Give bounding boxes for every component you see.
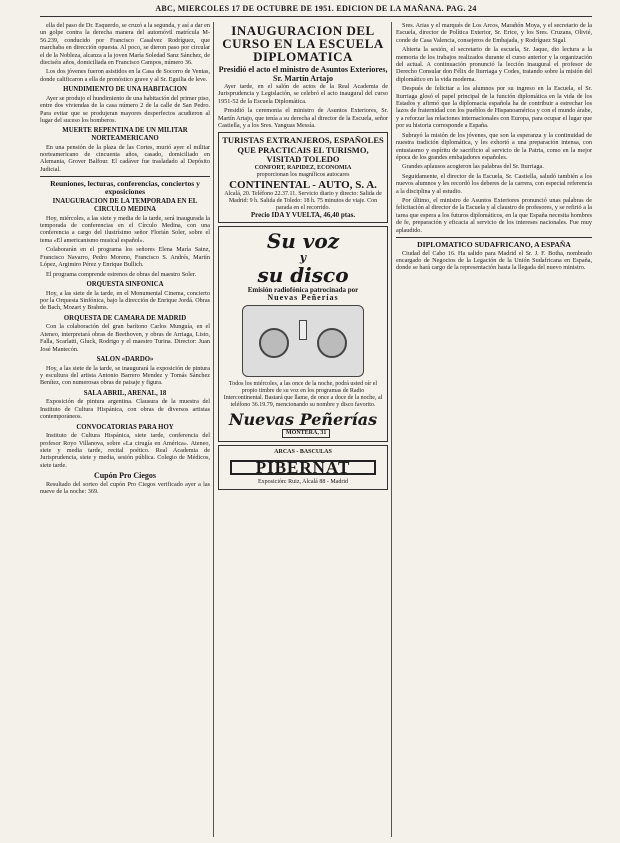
ad-text: proporcionan los magníficos autocares: [256, 171, 350, 178]
article-text: Instituto de Cultura Hispánica, siete tarde, conferencia del profesor Royo Villanova, sobre «La cirugía en América». Ateneo, siete y media tarde, recital poético. Real Academia de Jurisprudencia, siete y media, sesión pública. Colegio de Médicos, siete tarde.: [40, 432, 210, 469]
headline: ORQUESTA SINFONICA: [86, 280, 164, 288]
divider: [396, 237, 592, 238]
headline: INAUGURACION DE LA TEMPORADA EN EL CIRCULO MEDINA: [52, 198, 198, 214]
headline: Cupón Pro Ciegos: [93, 471, 157, 481]
headline: DIPLOMATICO SUDAFRICANO, A ESPAÑA: [417, 239, 571, 249]
headline: ORQUESTA DE CAMARA DE MADRID: [63, 314, 187, 322]
article-text: Subrayó la misión de los jóvenes, que son la esperanza y la continuidad de nuestra tradición diplomática, y les exhortó a una preparación intensa, con entusiasmo y espíritu de sacrificio al servicio de la Patria, como en la mejor época de los grandes embajadores españoles.: [396, 131, 592, 161]
article-text: Ciudad del Cabo 16. Ha salido para Madrid el Sr. J. F. Botha, nombrado encargado de Negocios de la Legación de la Unión Sudafricana en España, donde se hará cargo de la representación hasta la llegada del nuevo ministro.: [396, 249, 592, 272]
article-text: Hoy, miércoles, a las siete y media de la tarde, será inaugurada la temporada de conferencias en el Círculo Medina, con una conferencia a cargo del ilustrísimo señor Florián Soler, sobre el tema «El americanismo musical español».: [40, 214, 210, 244]
headline: SALA ABRIL, ARENAL, 18: [83, 389, 167, 397]
advertisement-toledo: [218, 132, 388, 223]
section-headline: Reuniones, lecturas, conferencias, conciertos y exposiciones: [50, 179, 200, 196]
ad-script-title: su disco: [257, 262, 349, 287]
article-text: Hoy, a las siete de la tarde, en el Monumental Cinema, concierto por la Orquesta Sinfónica, bajo la dirección de Enrique Jordá. Obras de Bach, Mozart y Brahms.: [40, 289, 210, 312]
ad-script-title: y: [299, 250, 307, 264]
radio-dial-icon: [299, 320, 307, 340]
article-text: El programa comprende estrenos de obras del maestro Soler.: [46, 270, 196, 278]
article-text: Ayer se produjo el hundimiento de una habitación del primer piso, entre dos viviendas de la casa número 2 de la calle de San Pedro. Para evitar que se produjeran mayores desperfectos acudieron al lugar del suceso los bomberos.: [40, 94, 210, 125]
article-text: Ayer tarde, en el salón de actos de la Real Academia de Jurisprudencia y Legislación, se celebró el acto inaugural del curso 1951-52 de la Escuela Diplomática.: [218, 83, 388, 105]
headline: MUERTE REPENTINA DE UN MILITAR NORTEAMERICANO: [62, 127, 188, 143]
article-text: Seguidamente, el director de la Escuela, Sr. Castiella, saludó también a los nuevos alumnos y les recordó los deberes de la carrera, con especial referencia a la disciplina y al estudio.: [396, 172, 592, 195]
column-right: [396, 22, 592, 837]
ad-text: ARCAS - BASCULAS: [274, 448, 332, 455]
column-middle: [218, 22, 388, 837]
headline: CONVOCATORIAS PARA HOY: [76, 423, 174, 431]
ad-sponsor: Nuevas Peñerías: [267, 292, 339, 302]
brand-logo: Nuevas Peñerías: [228, 409, 378, 429]
article-text: Presidió la ceremonia el ministro de Asuntos Exteriores, Sr. Martín Artajo, que tenía a su derecha al director de la Escuela, señor Castiella, y a los Sres. Yanguas Messía.: [218, 107, 388, 130]
article-text: Exposición de pintura argentina. Clausura de la muestra del Instituto de Cultura Hispánica, con obras de diversos artistas contemporáneos.: [40, 398, 210, 421]
article-text: Sres. Arias y el marqués de Los Arcos, Marañón Moya, y el secretario de la Escuela, director de Política Exterior, Sr. Erice, y los Sres. Cruzans, Olivié, conde de Casa Valencia, consejeros de Embajada, y Rodríguez Sigal.: [396, 22, 592, 44]
article-text: Después de felicitar a los alumnos por su ingreso en la Escuela, el Sr. Iturriaga glosó el papel principal de la función diplomática en la vida de los Estados y afirmó que la diplomacia española ha de contribuir a estrechar los lazos de fraternidad con los pueblos de Hispanoamérica y con el mundo árabe, y a reforzar las relaciones internacionales con Europa, para ocupar el lugar que por su historia corresponde a España.: [396, 85, 592, 130]
ad-headline: TURISTAS EXTRANJEROS, ESPAÑOLES QUE PRACTICAIS EL TURISMO, VISITAD TOLEDO: [222, 135, 384, 165]
ad-text: Emisión radiofónica patrocinada por: [247, 285, 359, 294]
column-left: [40, 22, 210, 837]
article-text: En una pensión de la plaza de las Cortes, murió ayer el militar norteamericano de cincuenta años, casado, domiciliado en Alemania, Grover Balfour. El cadáver fue trasladado al Depósito Judicial.: [40, 143, 210, 173]
advertisement-pibernat: [218, 445, 388, 490]
article-text: Con la colaboración del gran barítono Carlos Munguía, en el Ateneo, interpretará obras de Beethoven, y obras de Arriaga, Listo, Falla, Scarlatti, Gluck, Rodrigo y el maestro Turina. Director: Juan José Mantecón.: [40, 323, 210, 353]
speaker-icon: [259, 328, 289, 358]
article-text: Abierta la sesión, el secretario de la escuela, Sr. Jaque, dio lectura a la memoria de los trabajos realizados durante el curso anterior y la organización del actual. A continuación pronunció la lección inaugural el profesor de Derecho Consular don Félix de Iturriaga y Codes, tratando sobre la misión del diplomático en la vida moderna.: [396, 46, 592, 83]
article-text: ella del paso de Dr. Esquerdo, se cruzó a la segunda, y así a dar en un golpe contra la derecha manera del automóvil matrícula M-56.239, conducido por Francisco Casalvez Rodríguez, que marchaba en dirección opuesta. Al poco, se dieron paso por circular el de la Nobleza, alcanza a la joven María Soledad Sanz Sánchez, de dieciséis años, domiciliada en Francisco Campos, número 36.: [40, 22, 210, 67]
advertisement-radio: [218, 226, 388, 442]
column-divider: [391, 22, 392, 837]
ad-text: Todos los miércoles, a las once de la noche, podrá usted oír el propio timbre de su voz en los programas de Radio Intercontinental. Bastará que llame, de once a doce de la noche, al teléfono 36.19.79, mencionando su nombre y disco favorito.: [223, 380, 383, 408]
brand-logo: PIBERNAT: [230, 460, 376, 475]
article-text: Resultado del sorteo del cupón Pro Ciegos verificado ayer a las nueve de la noche: 369.: [40, 480, 210, 496]
main-headline: INAUGURACION DEL CURSO EN LA ESCUELA DIPLOMATICA: [222, 23, 384, 64]
ad-company: CONTINENTAL - AUTO, S. A.: [229, 178, 377, 191]
subheadline: Presidió el acto el ministro de Asuntos Exteriores, Sr. Martín Artajo: [218, 65, 388, 83]
article-text: Por último, el ministro de Asuntos Exteriores pronunció unas palabras de felicitación al director de la Escuela y al claustro de profesores, y se refirió a la tarea que espera a los futuros diplomáticos, en la que España necesita hombres de fe, preparación y eficacia al servicio de los intereses nacionales. Fue muy aplaudido.: [396, 196, 592, 234]
radio-illustration: [242, 305, 364, 377]
headline: HUNDIMIENTO DE UNA HABITACION: [63, 86, 187, 94]
ad-tagline: CONFORT, RAPIDEZ, ECONOMIA: [254, 164, 352, 171]
ad-text: Exposición: Ruiz, Alcalá 88 - Madrid: [258, 479, 348, 486]
speaker-icon: [317, 328, 347, 358]
article-text: Hoy, a las siete de la tarde, se inaugurará la exposición de pintura y escultura del artista Antonio Barrero Mendez y Tomás Sánchez Benítez, con numerosas obras de paisaje y figura.: [40, 364, 210, 387]
ad-address: MONTERA, 31: [282, 429, 330, 438]
article-text: Colaborarán en el programa los señores Elena María Sainz, Francisco Navarro, Pedro Moreno, Francisco S. Andrés, Martín López, Argimiro Pérez y Enrique Bullich.: [40, 246, 210, 269]
article-text: Grandes aplausos acogieron las palabras del Sr. Iturriaga.: [402, 163, 544, 171]
headline: SALON «DARDO»: [96, 355, 154, 363]
page-header: ABC, MIERCOLES 17 DE OCTUBRE DE 1951. EDICION DE LA MAÑANA. PAG. 24: [40, 4, 592, 17]
ad-price: Precio IDA Y VUELTA, 46,40 ptas.: [250, 210, 356, 219]
ad-text: Alcalá, 20. Teléfono 22.37.11. Servicio diario y directo: Salida de Madrid: 9 h. Salida de Toledo: 18 h. 75 minutos de viaje. Con parada en el recorrido.: [224, 190, 382, 211]
divider: [40, 176, 210, 177]
ad-script-title: Su voz: [266, 228, 340, 253]
column-divider: [213, 22, 214, 837]
article-text: Los dos jóvenes fueron asistidos en la Casa de Socorro de Ventas, donde calificaron a ella de pronóstico grave y al Sr. Eguilia de leve.: [40, 68, 210, 83]
